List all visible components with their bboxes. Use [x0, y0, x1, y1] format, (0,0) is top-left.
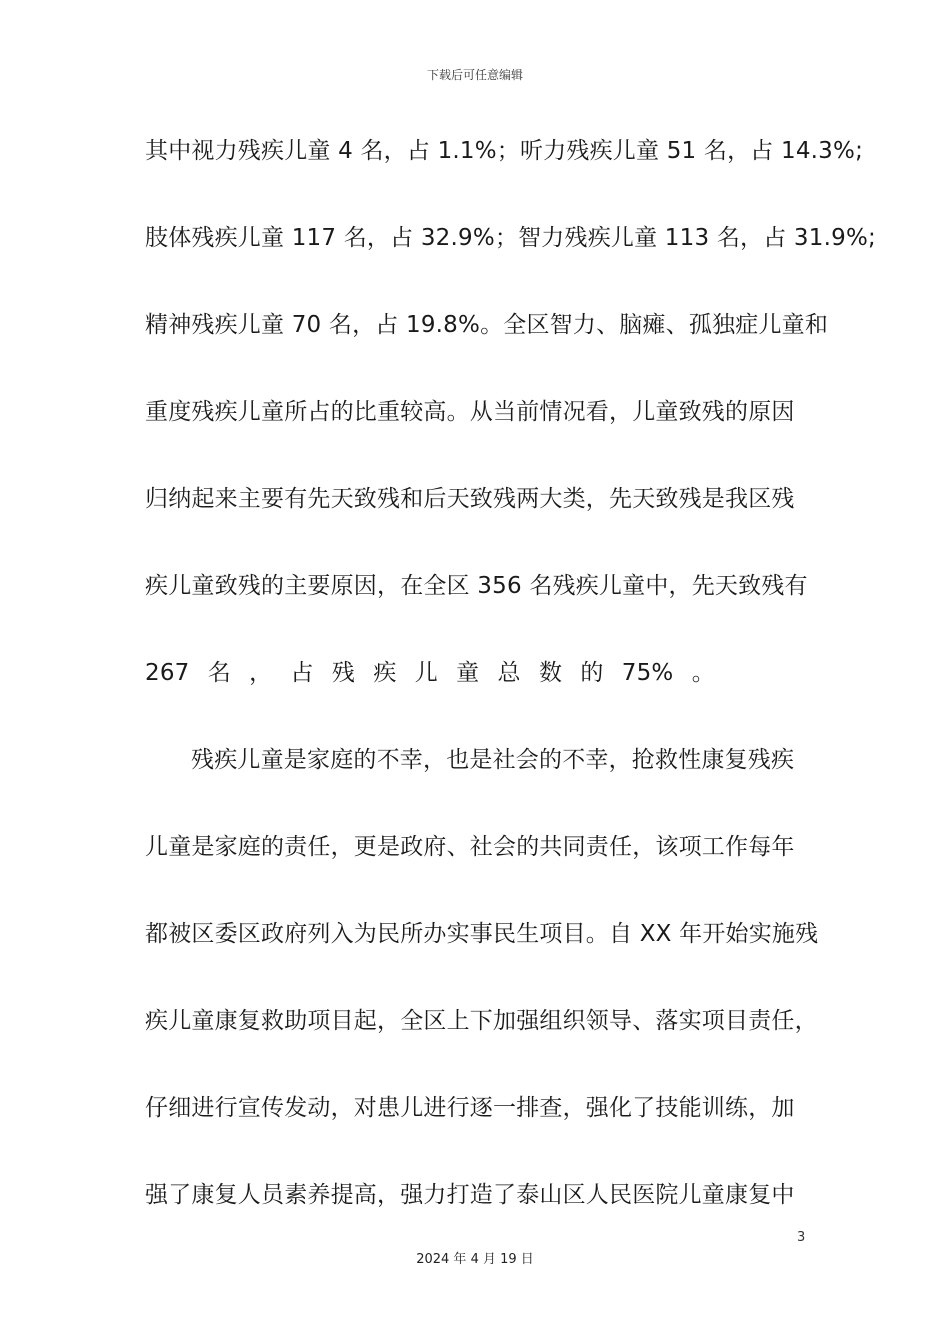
justified-text-line [145, 652, 715, 739]
word: 童 [456, 660, 480, 686]
text-line: 都被区委区政府列入为民所办实事民生项目。自 XX 年开始实施残 [145, 921, 819, 947]
text-line: 儿童是家庭的责任，更是政府、社会的共同责任，该项工作每年 [145, 834, 795, 860]
paragraph-first-line: 残疾儿童是家庭的不幸，也是社会的不幸，抢救性康复残疾 [191, 747, 795, 773]
text-line: 其中视力残疾儿童 4 名，占 1.1%；听力残疾儿童 51 名，占 14.3%; [145, 138, 864, 164]
text-line: 疾儿童康复救助项目起，全区上下加强组织领导、落实项目责任， [145, 1008, 818, 1034]
page-header: 下载后可任意编辑 [426, 68, 523, 82]
word: 数 [538, 660, 563, 686]
text-line: 归纳起来主要有先天致残和后天致残两大类，先天致残是我区残 [145, 486, 795, 512]
word: 的 [580, 660, 604, 686]
text-line: 疾儿童致残的主要原因，在全区 356 名残疾儿童中，先天致残有 [145, 573, 808, 599]
text-line: 仔细进行宣传发动，对患儿进行逐一排查，强化了技能训练，加 [145, 1095, 795, 1121]
text-line: 强了康复人员素养提高，强力打造了泰山区人民医院儿童康复中 [145, 1182, 795, 1208]
word: 名 [207, 660, 231, 686]
word: 占 [290, 660, 314, 686]
word: 总 [497, 660, 521, 686]
text-line: 精神残疾儿童 70 名，占 19.8%。全区智力、脑瘫、孤独症儿童和 [145, 312, 829, 338]
word: 疾 [373, 660, 397, 686]
document-body [145, 130, 876, 1261]
text-line: 重度残疾儿童所占的比重较高。从当前情况看，儿童致残的原因 [145, 399, 795, 425]
word: 75% [621, 660, 674, 686]
word: 残 [331, 660, 356, 686]
word: 儿 [414, 660, 438, 686]
page-footer-date: 2024 年 4 月 19 日 [416, 1252, 534, 1267]
word: 。 [691, 660, 715, 686]
word: 267 [145, 660, 190, 686]
text-line: 肢体残疾儿童 117 名，占 32.9%；智力残疾儿童 113 名，占 31.9%; [145, 225, 876, 251]
word: ， [249, 660, 273, 686]
page-number: 3 [797, 1230, 806, 1245]
